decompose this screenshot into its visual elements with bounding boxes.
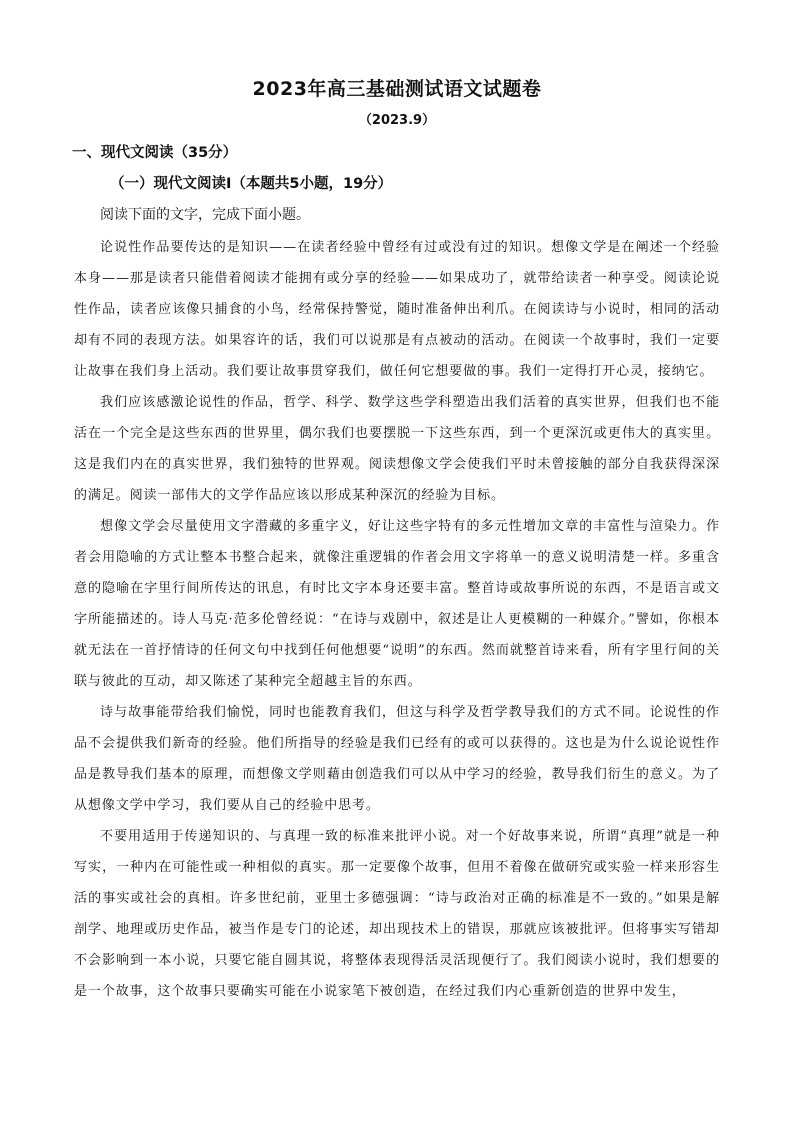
passage-paragraph-3: 想像文学会尽量使用文字潜藏的多重字义，好让这些字特有的多元性增加文章的丰富性与渲染力。作者会用隐喻的方式让整本书整合起来，就像注重逻辑的作者会用文字将单一的意义说明清楚一样。多重含意的隐喻在字里行间所传达的讯息，有时比文字本身还要丰富。整首诗或故事所说的东西，不是语言或文字所能描述的。诗人马克·范多伦曾经说：“在诗与戏剧中，叙述是让人更模糊的一种媒介。”譬如，你根本就无法在一首抒情诗的任何文句中找到任何他想要“说明”的东西。然而就整首诗来看，所有字里行间的关联与彼此的互动，却又陈述了某种完全超越主旨的东西。 bbox=[74, 519, 720, 689]
reading-passage bbox=[74, 232, 720, 1007]
passage-paragraph-5: 不要用适用于传递知识的、与真理一致的标准来批评小说。对一个好故事来说，所谓“真理”就是一种写实，一种内在可能性或一种相似的真实。那一定要像个故事，但用不着像在做研究或实验一样来形容生活的事实或社会的真相。许多世纪前，亚里士多德强调：“诗与政治对正确的标准是不一致的。”如果是解剖学、地理或历史作品，被当作是专门的论述，却出现技术上的错误，那就应该被批评。但将事实写错却不会影响到一本小说，只要它能自圆其说，将整体表现得活灵活现便行了。我们阅读小说时，我们想要的是一个故事，这个故事只要确实可能在小说家笔下被创造，在经过我们内心重新创造的世界中发生， bbox=[74, 829, 720, 999]
reading-instruction: 阅读下面的文字，完成下面小题。 bbox=[100, 207, 310, 223]
passage-paragraph-2: 我们应该感激论说性的作品，哲学、科学、数学这些学科塑造出我们活着的真实世界，但我们也不能活在一个完全是这些东西的世界里，偶尔我们也要摆脱一下这些东西，到一个更深沉或更伟大的真实里。这是我们内在的真实世界，我们独特的世界观。阅读想像文学会使我们平时未曾接触的部分自我获得深深的满足。阅读一部伟大的文学作品应该以形成某种深沉的经验为目标。 bbox=[74, 395, 720, 503]
subsection-heading: （一）现代文阅读Ⅰ（本题共5小题，19分） bbox=[110, 176, 393, 192]
section-heading: 一、现代文阅读（35分） bbox=[72, 145, 238, 161]
passage-paragraph-1: 论说性作品要传达的是知识——在读者经验中曾经有过或没有过的知识。想像文学是在阐述一个经验本身——那是读者只能借着阅读才能拥有或分享的经验——如果成功了，就带给读者一种享受。阅读论说性作品，读者应该像只捕食的小鸟，经常保持警觉，随时准备伸出利爪。在阅读诗与小说时，相同的活动却有不同的表现方法。如果容许的话，我们可以说那是有点被动的活动。在阅读一个故事时，我们一定要让故事在我们身上活动。我们要让故事贯穿我们，做任何它想要做的事。我们一定得打开心灵，接纳它。 bbox=[74, 240, 720, 379]
exam-title: 2023年高三基础测试语文试题卷 bbox=[252, 78, 542, 100]
passage-paragraph-4: 诗与故事能带给我们愉悦，同时也能教育我们，但这与科学及哲学教导我们的方式不同。论说性的作品不会提供我们新奇的经验。他们所指导的经验是我们已经有的或可以获得的。这也是为什么说论说性作品是教导我们基本的原理，而想像文学则藉由创造我们可以从中学习的经验，教导我们衍生的意义。为了从想像文学中学习，我们要从自己的经验中思考。 bbox=[74, 705, 720, 813]
exam-date: （2023.9） bbox=[358, 113, 436, 128]
